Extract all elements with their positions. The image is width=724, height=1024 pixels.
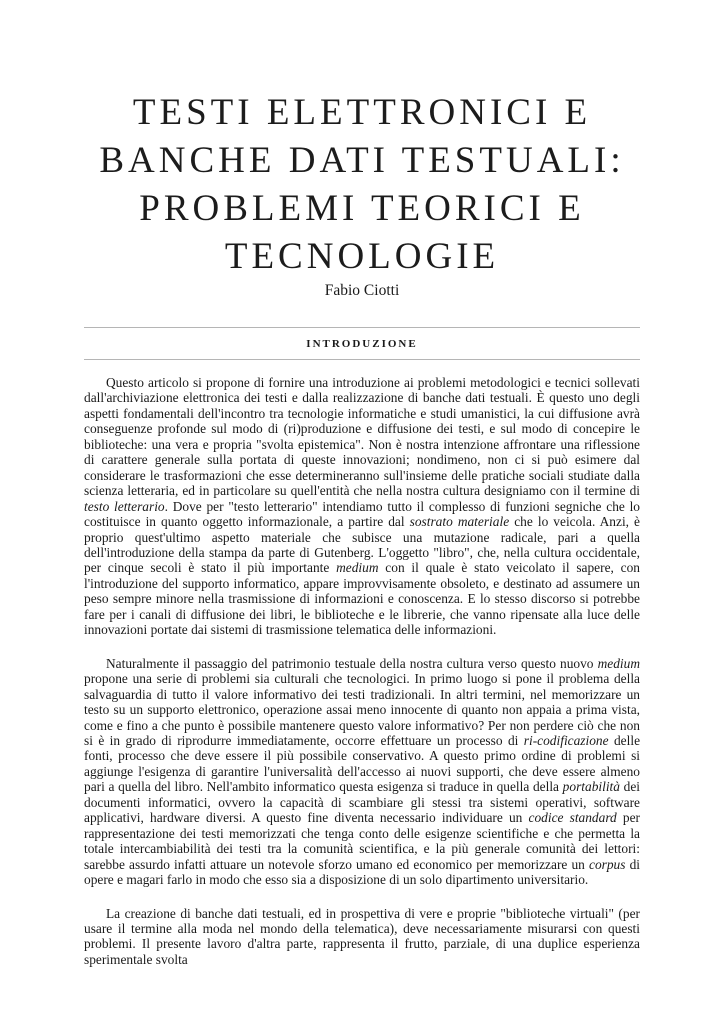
text-run: con il quale è stato veicolato il sapere, con l'introduzione del supporto informatico, appare improvvisamente obsoleto, e destinato ad assumere un peso sempre minore nella trasmissione di informazioni e conoscenza. E lo stesso discorso si potrebbe fare per i canali di diffusione dei libri, le biblioteche e le librerie, che vanno ripensate alla luce delle innovazioni portate dai sistemi di trasmissione telematica delle informazioni. <box>84 560 640 638</box>
text-run: . Dove per "testo letterario" intendiamo tutto il complesso di funzioni segniche che lo costituisce in quanto oggetto informazionale, a partire dal <box>84 498 640 530</box>
paragraph <box>84 375 640 638</box>
paragraph <box>84 656 640 888</box>
italic-term: medium <box>597 655 640 671</box>
italic-term: codice standard <box>528 810 617 826</box>
title-line: TESTI ELETTRONICI E <box>132 92 592 133</box>
text-run: La creazione di banche dati testuali, ed in prospettiva di vere e proprie "biblioteche virtuali" (per usare il termine alla moda nel mondo della telematica), deve necessariamente misurarsi con questi problemi. Il presente lavoro d'altra parte, rappresenta il frutto, parziale, di una duplice esperienza sperimentale svolta <box>84 905 640 967</box>
body-text <box>84 375 640 985</box>
text-run: per rappresentazione dei testi memorizzati che tenga conto delle esigenze scientifiche e che permetta la totale intercambiabilità dei testi tra la comunità scientifica, e la più generale comunità dei lettori: sarebbe assurdo infatti attuare un notevole sforzo umano ed economico per memorizzare un <box>84 810 640 872</box>
italic-term: corpus <box>589 856 626 872</box>
italic-term: medium <box>336 560 379 576</box>
italic-term: portabilità <box>562 779 620 795</box>
text-run: Naturalmente il passaggio del patrimonio testuale della nostra cultura verso questo nuovo <box>106 655 598 671</box>
text-run: che lo veicola. Anzi, è proprio quest'ultimo aspetto materiale che subisce una mutazione radicale, pari a quella dell'introduzione della stampa da parte di Gutenberg. L'oggetto "libro", che, nella cultura occidentale, per cinque secoli è stato il più importante <box>84 514 641 576</box>
section-heading: INTRODUZIONE <box>306 338 418 350</box>
italic-term: testo letterario <box>84 498 165 514</box>
title-line: BANCHE DATI TESTUALI: <box>99 140 625 181</box>
text-run: di opere e magari farlo in modo che esso sia a disposizione di un solo dipartimento universitario. <box>84 856 640 888</box>
text-run: dei documenti informatici, ovvero la capacità di scambiare gli stessi tra sistemi operativi, software applicativi, hardware diversi. A questo fine diventa necessario individuare un <box>84 779 640 826</box>
document-title <box>40 89 684 281</box>
author-name: Fabio Ciotti <box>324 282 400 299</box>
title-line: PROBLEMI TEORICI E <box>139 188 585 229</box>
text-run: delle fonti, processo che deve essere il più possibile conservativo. A questo primo ordine di problemi si aggiunge l'esigenza di garantire l'universalità dell'accesso ai nuovi supporti, che deve essere almeno pari a quella del libro. Nell'ambito informatico questa esigenza si traduce in quella della <box>84 732 641 795</box>
paragraph <box>84 906 640 968</box>
italic-term: sostrato materiale <box>409 514 510 530</box>
title-line: TECNOLOGIE <box>224 236 500 277</box>
text-run: Questo articolo si propone di fornire una introduzione ai problemi metodologici e tecnici sollevati dall'archiviazione elettronica dei testi e dalla realizzazione di banche dati testuali. È questo uno degli aspetti fondamentali dell'incontro tra tecnologie informatiche e studi umanistici, la cui diffusione avrà conseguenze profonde sul modo di (ri)produzione e diffusione dei testi, e sul modo di concepire le biblioteche: una vera e propria "svolta epistemica". Non è nostra intenzione affrontare una riflessione di carattere generale sulla portata di queste innovazioni; nondimeno, non ci si può esimere dal considerare le trasformazioni che esse determineranno sull'insieme delle pratiche sociali studiate dalla scienza letteraria, ed in particolare su quell'entità che nella nostra cultura designiamo con il termine di <box>84 375 640 499</box>
section-divider-bottom <box>84 359 640 360</box>
section-divider-top <box>84 327 640 328</box>
italic-term: ri-codificazione <box>523 732 609 748</box>
text-run: propone una serie di problemi sia culturali che tecnologici. In primo luogo si pone il problema della salvaguardia di tutto il valore informativo dei testi tradizionali. In altri termini, nel memorizzare un testo su un supporto elettronico, operazione assai meno innocente di quanto non appaia a prima vista, come e fino a che punto è possibile mantenere questo valore informativo? Per non perdere ciò che non si è in grado di riprodurre immediatamente, occorre effettuare un processo di <box>84 671 640 748</box>
